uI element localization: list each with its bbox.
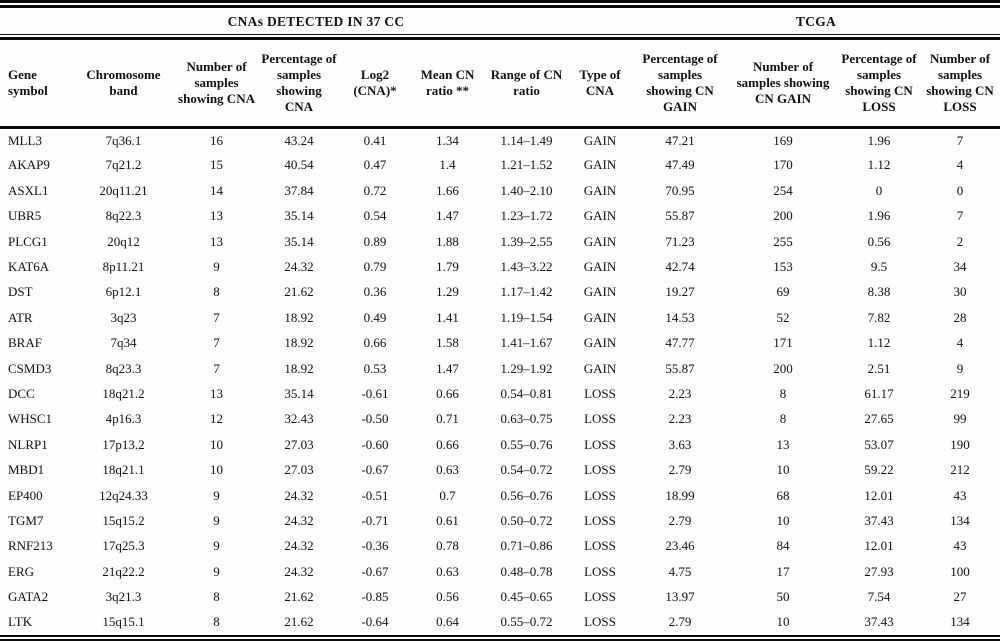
cell-gene-symbol: WHSC1	[8, 411, 53, 427]
cell-num-samples-cn-loss: 219	[950, 385, 970, 401]
cna-table-body	[0, 40, 1000, 635]
cell-gene-symbol: NLRP1	[8, 436, 48, 452]
cell-range-cn-ratio: 1.23–1.72	[500, 208, 553, 224]
cell-pct-samples-cn-gain: 13.97	[665, 589, 695, 605]
cell-type-of-cna: LOSS	[584, 563, 616, 579]
cell-mean-cn-ratio: 1.58	[436, 335, 459, 351]
cell-pct-samples-cn-gain: 3.63	[668, 436, 692, 452]
cell-pct-samples-cn-loss: 1.96	[867, 132, 891, 148]
cell-range-cn-ratio: 1.17–1.42	[500, 284, 553, 300]
cell-log2-cna: -0.51	[361, 487, 389, 503]
cell-gene-symbol: PLCG1	[8, 233, 48, 249]
cell-num-samples-cn-gain: 50	[776, 589, 790, 605]
cell-num-samples-showing-cna: 7	[213, 335, 220, 351]
cell-gene-symbol: LTK	[8, 614, 33, 630]
cell-type-of-cna: LOSS	[584, 487, 616, 503]
cell-pct-samples-cn-loss: 7.54	[867, 589, 891, 605]
cell-pct-samples-cn-gain: 70.95	[665, 182, 695, 198]
cell-pct-samples-cn-loss: 61.17	[864, 385, 894, 401]
group-header-cnas-37cc: CNAs DETECTED IN 37 CC	[227, 13, 405, 29]
cell-type-of-cna: GAIN	[583, 182, 617, 198]
cell-mean-cn-ratio: 0.63	[436, 563, 459, 579]
cell-type-of-cna: GAIN	[583, 335, 617, 351]
cell-mean-cn-ratio: 1.47	[436, 208, 459, 224]
cell-num-samples-cn-gain: 8	[779, 385, 787, 401]
cell-pct-samples-showing-cna: 18.92	[284, 335, 314, 351]
cell-pct-samples-cn-gain: 2.79	[668, 462, 692, 478]
cell-type-of-cna: GAIN	[583, 233, 617, 249]
cell-type-of-cna: GAIN	[583, 208, 617, 224]
cell-gene-symbol: MBD1	[8, 462, 45, 478]
cell-num-samples-showing-cna: 13	[210, 385, 223, 401]
cell-chromosome-band: 17p13.2	[102, 436, 145, 452]
cell-num-samples-cn-gain: 68	[776, 487, 790, 503]
column-header-range-cn-ratio: Range of CN ratio	[485, 40, 568, 128]
cell-num-samples-cn-gain: 153	[773, 259, 793, 275]
cell-num-samples-cn-loss: 4	[956, 335, 964, 351]
cell-pct-samples-showing-cna: 18.92	[284, 309, 314, 325]
cell-mean-cn-ratio: 1.88	[436, 233, 459, 249]
cell-range-cn-ratio: 1.41–1.67	[500, 335, 553, 351]
table-row-atr	[0, 305, 1000, 330]
table-body	[0, 128, 1000, 636]
cell-num-samples-cn-loss: 9	[956, 360, 964, 376]
cell-pct-samples-showing-cna: 24.32	[284, 487, 314, 503]
cell-chromosome-band: 3q23	[110, 309, 137, 325]
cell-mean-cn-ratio: 1.29	[436, 284, 459, 300]
cell-mean-cn-ratio: 1.34	[436, 132, 459, 148]
table-row-ep400	[0, 483, 1000, 508]
cell-gene-symbol: MLL3	[8, 132, 42, 148]
cell-num-samples-cn-loss: 34	[953, 259, 967, 275]
cell-pct-samples-showing-cna: 35.14	[284, 385, 314, 401]
cell-gene-symbol: AKAP9	[8, 157, 50, 173]
cell-gene-symbol: DST	[8, 284, 33, 300]
cell-pct-samples-cn-gain: 4.75	[668, 563, 692, 579]
cell-gene-symbol: TGM7	[8, 512, 44, 528]
cell-log2-cna: -0.61	[361, 385, 389, 401]
cell-num-samples-showing-cna: 7	[213, 360, 220, 376]
cell-type-of-cna: LOSS	[584, 436, 616, 452]
column-header-num-samples-cn-loss: Number of samples showing CN LOSS	[920, 40, 1000, 128]
cell-pct-samples-showing-cna: 27.03	[284, 462, 314, 478]
cell-num-samples-showing-cna: 16	[210, 132, 223, 148]
cell-num-samples-cn-loss: 212	[950, 462, 970, 478]
top-double-rule	[0, 0, 1000, 8]
cell-range-cn-ratio: 0.63–0.75	[500, 411, 553, 427]
cell-pct-samples-cn-loss: 27.93	[864, 563, 894, 579]
cell-num-samples-showing-cna: 10	[210, 462, 223, 478]
cell-mean-cn-ratio: 0.63	[436, 462, 459, 478]
cell-type-of-cna: LOSS	[584, 411, 616, 427]
table-row-plcg1	[0, 229, 1000, 254]
cell-gene-symbol: KAT6A	[8, 259, 50, 275]
cell-num-samples-showing-cna: 7	[213, 309, 220, 325]
cell-num-samples-showing-cna: 15	[210, 157, 223, 173]
cell-log2-cna: 0.72	[363, 182, 387, 198]
cell-num-samples-showing-cna: 8	[213, 284, 220, 300]
cell-num-samples-cn-loss: 43	[953, 487, 967, 503]
cell-num-samples-cn-loss: 7	[956, 208, 964, 224]
cell-num-samples-showing-cna: 13	[210, 233, 223, 249]
cell-chromosome-band: 7q34	[110, 335, 137, 351]
cell-chromosome-band: 8q23.3	[105, 360, 142, 376]
cell-num-samples-cn-gain: 10	[776, 462, 790, 478]
cell-log2-cna: -0.36	[361, 538, 389, 554]
cell-pct-samples-cn-loss: 59.22	[864, 462, 894, 478]
cell-pct-samples-showing-cna: 24.32	[284, 538, 314, 554]
table-row-kat6a	[0, 254, 1000, 279]
cell-log2-cna: -0.71	[361, 512, 389, 528]
cell-num-samples-cn-loss: 7	[956, 132, 964, 148]
cell-type-of-cna: LOSS	[584, 614, 616, 630]
cell-num-samples-cn-gain: 52	[776, 309, 790, 325]
cell-num-samples-showing-cna: 10	[210, 436, 223, 452]
cell-chromosome-band: 8q22.3	[105, 208, 142, 224]
cell-pct-samples-cn-gain: 55.87	[665, 360, 695, 376]
cell-range-cn-ratio: 0.54–0.72	[500, 462, 553, 478]
cell-log2-cna: -0.85	[361, 589, 389, 605]
cell-num-samples-cn-loss: 27	[953, 589, 967, 605]
cell-mean-cn-ratio: 0.56	[436, 589, 459, 605]
cell-gene-symbol: CSMD3	[8, 360, 52, 376]
cell-log2-cna: -0.67	[361, 563, 389, 579]
cell-chromosome-band: 20q12	[107, 233, 140, 249]
cell-chromosome-band: 15q15.1	[102, 614, 145, 630]
cell-type-of-cna: LOSS	[584, 462, 616, 478]
cell-num-samples-cn-gain: 10	[776, 512, 790, 528]
cell-num-samples-cn-loss: 43	[953, 538, 967, 554]
cell-range-cn-ratio: 1.40–2.10	[500, 182, 553, 198]
cell-num-samples-cn-loss: 99	[953, 411, 967, 427]
table-row-ubr5	[0, 204, 1000, 229]
cell-pct-samples-showing-cna: 18.92	[284, 360, 314, 376]
group-header-tcga: TCGA	[795, 13, 837, 29]
cell-mean-cn-ratio: 1.4	[439, 157, 456, 173]
table-row-erg	[0, 559, 1000, 584]
cell-num-samples-showing-cna: 13	[210, 208, 223, 224]
cell-num-samples-showing-cna: 8	[213, 589, 220, 605]
cell-pct-samples-cn-gain: 19.27	[665, 284, 695, 300]
cell-log2-cna: 0.89	[363, 233, 387, 249]
table-row-gata2	[0, 585, 1000, 610]
cell-gene-symbol: ASXL1	[8, 182, 49, 198]
cell-log2-cna: -0.67	[361, 462, 389, 478]
cell-num-samples-cn-gain: 13	[776, 436, 790, 452]
cell-mean-cn-ratio: 0.61	[436, 512, 459, 528]
cell-pct-samples-cn-loss: 37.43	[864, 614, 894, 630]
cell-pct-samples-showing-cna: 40.54	[284, 157, 314, 173]
cell-type-of-cna: GAIN	[583, 360, 617, 376]
cell-num-samples-cn-gain: 200	[773, 208, 793, 224]
cell-num-samples-cn-loss: 30	[953, 284, 967, 300]
column-header-type-of-cna: Type of CNA	[568, 40, 632, 128]
cell-type-of-cna: GAIN	[583, 309, 617, 325]
cell-pct-samples-cn-gain: 47.21	[665, 132, 695, 148]
cell-pct-samples-cn-loss: 1.96	[867, 208, 891, 224]
cell-num-samples-showing-cna: 9	[213, 259, 220, 275]
cell-num-samples-cn-loss: 100	[950, 563, 970, 579]
cell-range-cn-ratio: 0.56–0.76	[500, 487, 553, 503]
cell-pct-samples-showing-cna: 24.32	[284, 512, 314, 528]
cell-range-cn-ratio: 0.71–0.86	[500, 538, 553, 554]
cell-type-of-cna: LOSS	[584, 538, 616, 554]
cell-mean-cn-ratio: 1.79	[436, 259, 459, 275]
cell-pct-samples-cn-loss: 12.01	[864, 538, 894, 554]
cell-log2-cna: -0.64	[361, 614, 389, 630]
cell-range-cn-ratio: 1.29–1.92	[500, 360, 553, 376]
cell-chromosome-band: 3q21.3	[105, 589, 142, 605]
cell-log2-cna: 0.49	[363, 309, 387, 325]
cell-pct-samples-cn-loss: 7.82	[867, 309, 891, 325]
cell-pct-samples-cn-gain: 42.74	[665, 259, 695, 275]
cell-gene-symbol: EP400	[8, 487, 43, 503]
cell-num-samples-cn-loss: 2	[956, 233, 964, 249]
cell-pct-samples-cn-loss: 0.56	[867, 233, 891, 249]
cell-mean-cn-ratio: 0.71	[436, 411, 459, 427]
table-row-braf	[0, 331, 1000, 356]
cell-pct-samples-cn-gain: 2.23	[668, 411, 692, 427]
cell-chromosome-band: 17q25.3	[102, 538, 145, 554]
table-row-mbd1	[0, 458, 1000, 483]
cell-pct-samples-cn-gain: 47.77	[665, 335, 695, 351]
cell-pct-samples-showing-cna: 27.03	[284, 436, 314, 452]
cell-log2-cna: 0.53	[363, 360, 387, 376]
column-header-pct-samples-cn-gain: Percentage of samples showing CN GAIN	[632, 40, 728, 128]
table-row-tgm7	[0, 508, 1000, 533]
cell-type-of-cna: GAIN	[583, 132, 617, 148]
cell-pct-samples-cn-gain: 14.53	[665, 309, 695, 325]
cell-num-samples-cn-gain: 84	[776, 538, 790, 554]
cell-pct-samples-cn-loss: 0	[875, 182, 883, 198]
table-row-rnf213	[0, 534, 1000, 559]
cell-pct-samples-showing-cna: 35.14	[284, 233, 314, 249]
cell-pct-samples-cn-loss: 9.5	[870, 259, 888, 275]
cell-mean-cn-ratio: 0.64	[436, 614, 459, 630]
cell-num-samples-cn-gain: 169	[773, 132, 793, 148]
cell-range-cn-ratio: 0.54–0.81	[500, 385, 553, 401]
cell-chromosome-band: 20q11.21	[99, 182, 148, 198]
table-row-whsc1	[0, 407, 1000, 432]
cell-chromosome-band: 6p12.1	[105, 284, 142, 300]
cell-num-samples-cn-gain: 255	[773, 233, 793, 249]
cell-log2-cna: 0.66	[363, 335, 387, 351]
cell-chromosome-band: 8p11.21	[102, 259, 145, 275]
table-row-mll3	[0, 128, 1000, 153]
column-header-row	[0, 40, 1000, 128]
cell-pct-samples-cn-gain: 71.23	[665, 233, 695, 249]
cell-num-samples-cn-gain: 171	[773, 335, 793, 351]
cell-pct-samples-cn-loss: 37.43	[864, 512, 894, 528]
cell-log2-cna: -0.50	[361, 411, 389, 427]
cell-log2-cna: 0.41	[363, 132, 387, 148]
bottom-rule	[0, 635, 1000, 641]
column-header-num-samples-cn-gain: Number of samples showing CN GAIN	[728, 40, 838, 128]
cell-num-samples-cn-gain: 200	[773, 360, 793, 376]
column-header-mean-cn-ratio: Mean CN ratio **	[410, 40, 485, 128]
cell-num-samples-cn-loss: 28	[953, 309, 967, 325]
cell-range-cn-ratio: 1.43–3.22	[500, 259, 553, 275]
cell-num-samples-cn-gain: 10	[776, 614, 790, 630]
cell-pct-samples-cn-gain: 55.87	[665, 208, 695, 224]
cell-pct-samples-showing-cna: 35.14	[284, 208, 314, 224]
cell-gene-symbol: ATR	[8, 309, 33, 325]
cell-range-cn-ratio: 0.55–0.76	[500, 436, 553, 452]
column-header-chromosome-band: Chromosome band	[72, 40, 175, 128]
cell-mean-cn-ratio: 0.7	[439, 487, 456, 503]
cell-chromosome-band: 18q21.1	[102, 462, 145, 478]
cell-log2-cna: 0.47	[363, 157, 387, 173]
cell-type-of-cna: GAIN	[583, 259, 617, 275]
cell-range-cn-ratio: 0.55–0.72	[500, 614, 553, 630]
cell-gene-symbol: RNF213	[8, 538, 53, 554]
cell-num-samples-cn-loss: 134	[950, 614, 970, 630]
cell-mean-cn-ratio: 0.66	[436, 385, 459, 401]
cell-num-samples-cn-loss: 4	[956, 157, 964, 173]
cell-mean-cn-ratio: 1.66	[436, 182, 459, 198]
cell-pct-samples-cn-gain: 2.23	[668, 385, 692, 401]
cell-type-of-cna: GAIN	[583, 157, 617, 173]
table-row-csmd3	[0, 356, 1000, 381]
cell-pct-samples-cn-loss: 27.65	[864, 411, 894, 427]
cell-pct-samples-showing-cna: 21.62	[284, 614, 314, 630]
cell-pct-samples-cn-gain: 2.79	[668, 614, 692, 630]
cell-gene-symbol: BRAF	[8, 335, 42, 351]
cell-range-cn-ratio: 0.45–0.65	[500, 589, 553, 605]
cell-pct-samples-cn-gain: 23.46	[665, 538, 695, 554]
cell-num-samples-cn-gain: 69	[776, 284, 790, 300]
column-header-log2-cna: Log2 (CNA)*	[340, 40, 410, 128]
cell-num-samples-cn-gain: 17	[776, 563, 790, 579]
cell-type-of-cna: LOSS	[584, 512, 616, 528]
cell-pct-samples-cn-gain: 2.79	[668, 512, 692, 528]
cell-pct-samples-showing-cna: 21.62	[284, 284, 314, 300]
column-header-pct-samples-showing-cna: Percentage of samples showing CNA	[258, 40, 340, 128]
cell-chromosome-band: 15q15.2	[102, 512, 145, 528]
column-header-num-samples-showing-cna: Number of samples showing CNA	[175, 40, 258, 128]
cell-log2-cna: -0.60	[361, 436, 389, 452]
cell-chromosome-band: 7q21.2	[105, 157, 142, 173]
cell-gene-symbol: ERG	[8, 563, 34, 579]
table-row-dst	[0, 280, 1000, 305]
cell-num-samples-showing-cna: 9	[213, 563, 220, 579]
cell-chromosome-band: 21q22.2	[102, 563, 145, 579]
cell-range-cn-ratio: 1.19–1.54	[500, 309, 553, 325]
cell-chromosome-band: 4p16.3	[105, 411, 142, 427]
cell-chromosome-band: 12q24.33	[99, 487, 148, 503]
cell-pct-samples-cn-loss: 1.12	[867, 335, 891, 351]
cell-pct-samples-cn-loss: 12.01	[864, 487, 894, 503]
cell-num-samples-showing-cna: 9	[213, 487, 220, 503]
cell-num-samples-cn-gain: 8	[779, 411, 787, 427]
cell-range-cn-ratio: 1.39–2.55	[500, 233, 553, 249]
cell-num-samples-cn-gain: 170	[773, 157, 793, 173]
cell-pct-samples-cn-loss: 8.38	[867, 284, 891, 300]
cna-table	[0, 8, 1000, 34]
table-row-asxl1	[0, 178, 1000, 203]
cell-num-samples-showing-cna: 8	[213, 614, 220, 630]
cell-range-cn-ratio: 1.21–1.52	[500, 157, 553, 173]
cell-type-of-cna: LOSS	[584, 385, 616, 401]
cell-num-samples-showing-cna: 14	[210, 182, 223, 198]
cell-mean-cn-ratio: 1.41	[436, 309, 459, 325]
cell-pct-samples-cn-loss: 53.07	[864, 436, 894, 452]
table-row-akap9	[0, 153, 1000, 178]
cell-num-samples-cn-loss: 134	[950, 512, 970, 528]
cell-pct-samples-showing-cna: 24.32	[284, 563, 314, 579]
cell-pct-samples-showing-cna: 24.32	[284, 259, 314, 275]
cell-gene-symbol: DCC	[8, 385, 35, 401]
cell-chromosome-band: 7q36.1	[105, 132, 142, 148]
cell-chromosome-band: 18q21.2	[102, 385, 145, 401]
cell-range-cn-ratio: 0.50–0.72	[500, 512, 553, 528]
cell-num-samples-showing-cna: 9	[213, 512, 220, 528]
cell-num-samples-showing-cna: 12	[210, 411, 223, 427]
table-row-dcc	[0, 381, 1000, 406]
cell-mean-cn-ratio: 0.78	[436, 538, 459, 554]
table-row-ltk	[0, 610, 1000, 635]
cell-pct-samples-showing-cna: 37.84	[284, 182, 314, 198]
cell-log2-cna: 0.79	[363, 259, 387, 275]
cell-pct-samples-cn-gain: 47.49	[665, 157, 695, 173]
cell-pct-samples-cn-loss: 1.12	[867, 157, 891, 173]
cell-mean-cn-ratio: 0.66	[436, 436, 459, 452]
cell-num-samples-cn-loss: 0	[956, 182, 964, 198]
cell-pct-samples-cn-gain: 18.99	[665, 487, 695, 503]
group-header-row	[0, 8, 1000, 34]
column-header-gene-symbol: Gene symbol	[0, 40, 72, 128]
cell-num-samples-cn-loss: 190	[950, 436, 970, 452]
cell-type-of-cna: GAIN	[583, 284, 617, 300]
cell-mean-cn-ratio: 1.47	[436, 360, 459, 376]
column-header-pct-samples-cn-loss: Percentage of samples showing CN LOSS	[838, 40, 920, 128]
cell-log2-cna: 0.36	[363, 284, 387, 300]
cell-pct-samples-showing-cna: 43.24	[284, 132, 314, 148]
cell-gene-symbol: UBR5	[8, 208, 42, 224]
cell-gene-symbol: GATA2	[8, 589, 49, 605]
cell-num-samples-cn-gain: 254	[773, 182, 793, 198]
cell-range-cn-ratio: 0.48–0.78	[500, 563, 553, 579]
cell-num-samples-showing-cna: 9	[213, 538, 220, 554]
cell-log2-cna: 0.54	[363, 208, 387, 224]
cell-pct-samples-cn-loss: 2.51	[867, 360, 891, 376]
cell-type-of-cna: LOSS	[584, 589, 616, 605]
cell-range-cn-ratio: 1.14–1.49	[500, 132, 553, 148]
table-row-nlrp1	[0, 432, 1000, 457]
cell-pct-samples-showing-cna: 21.62	[284, 589, 314, 605]
cell-pct-samples-showing-cna: 32.43	[284, 411, 314, 427]
